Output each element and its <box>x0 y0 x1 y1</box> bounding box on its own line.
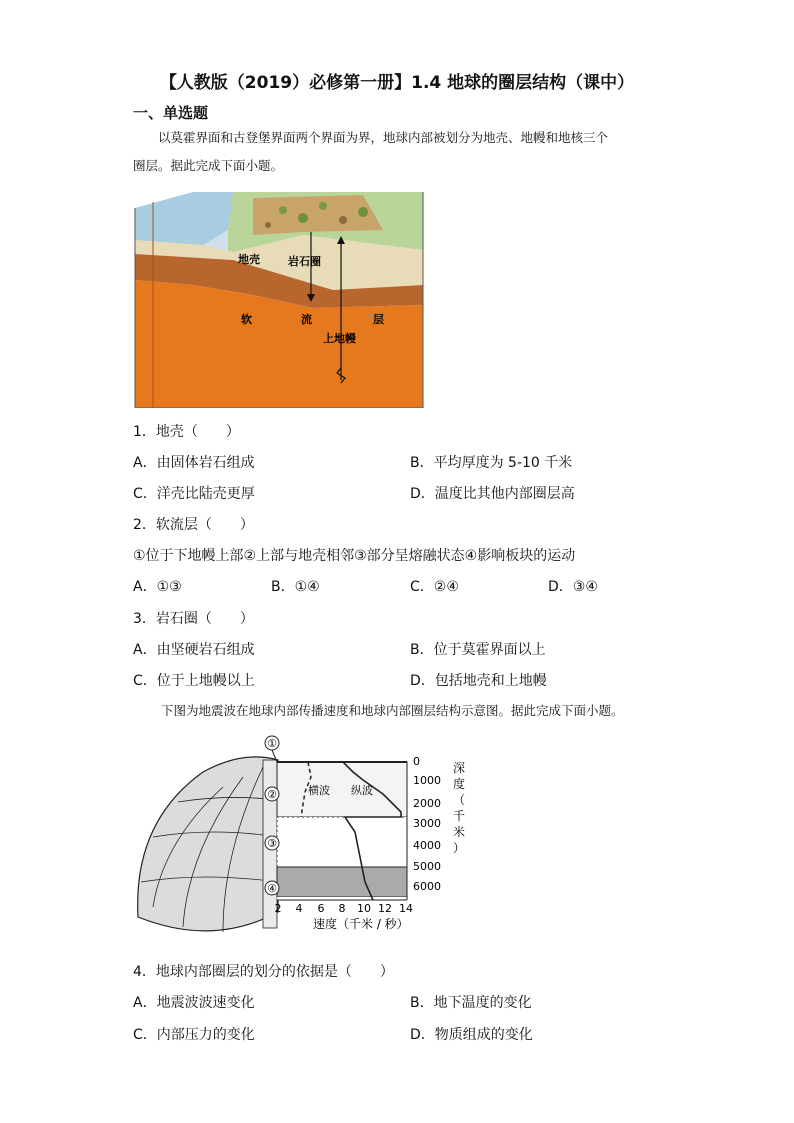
depth-label-char: ） <box>453 841 466 855</box>
q2-option-d[interactable]: D．③④ <box>548 579 598 595</box>
marker-1: ① <box>267 737 277 750</box>
s-wave-label: 横波 <box>308 784 330 797</box>
depth-label-char: 米 <box>453 825 466 839</box>
asthenosphere-char-2: 流 <box>301 313 312 326</box>
depth-tick: 0 <box>413 755 420 768</box>
q3-option-b[interactable]: B．位于莫霍界面以上 <box>410 642 546 658</box>
depth-label-char: 深 <box>453 761 466 775</box>
q4-option-b[interactable]: B．地下温度的变化 <box>410 995 532 1011</box>
asthenosphere-char-1: 软 <box>241 313 252 326</box>
depth-tick: 2000 <box>413 797 441 810</box>
lithosphere-label: 岩石圈 <box>288 255 321 268</box>
depth-tick: 5000 <box>413 860 441 873</box>
depth-label-char: 度 <box>453 777 466 791</box>
section-heading: 一、单选题 <box>133 104 209 122</box>
asthenosphere-char-3: 层 <box>373 313 384 326</box>
q1-option-c[interactable]: C．洋壳比陆壳更厚 <box>133 486 255 502</box>
intro-2: 下图为地震波在地球内部传播速度和地球内部圈层结构示意图。据此完成下面小题。 <box>161 703 624 718</box>
marker-2: ② <box>267 788 277 801</box>
question-3: 3．岩石圈（ ） <box>133 611 254 627</box>
q4-option-a[interactable]: A．地震波波速变化 <box>133 995 255 1011</box>
lithosphere-diagram <box>133 190 425 408</box>
depth-tick: 3000 <box>413 817 441 830</box>
upper-mantle-label: 上地幔 <box>323 332 356 345</box>
q2-option-a[interactable]: A．①③ <box>133 579 182 595</box>
q1-option-a[interactable]: A．由固体岩石组成 <box>133 455 255 471</box>
speed-tick: 10 <box>357 902 371 915</box>
speed-axis-label: 速度（千米 / 秒） <box>313 917 409 931</box>
q2-option-c[interactable]: C．②④ <box>410 579 459 595</box>
speed-tick: 4 <box>295 902 303 915</box>
q4-option-d[interactable]: D．物质组成的变化 <box>410 1027 533 1043</box>
speed-tick: 12 <box>378 902 392 915</box>
speed-tick: 2 <box>274 902 282 915</box>
q2-option-b[interactable]: B．①④ <box>271 579 320 595</box>
speed-tick: 14 <box>399 902 413 915</box>
q3-option-d[interactable]: D．包括地壳和上地幔 <box>410 673 547 689</box>
page-title: 【人教版（2019）必修第一册】1.4 地球的圈层结构（课中） <box>159 73 635 93</box>
q4-option-c[interactable]: C．内部压力的变化 <box>133 1027 255 1043</box>
depth-tick: 6000 <box>413 880 441 893</box>
q1-option-b[interactable]: B．平均厚度为 5-10 千米 <box>410 455 573 471</box>
speed-tick: 8 <box>338 902 346 915</box>
crust-label: 地壳 <box>238 253 260 266</box>
q1-option-d[interactable]: D．温度比其他内部圈层高 <box>410 486 575 502</box>
depth-tick: 4000 <box>413 839 441 852</box>
depth-label-char: （ <box>453 793 466 807</box>
question-4: 4．地球内部圈层的划分的依据是（ ） <box>133 964 394 980</box>
marker-4: ④ <box>267 882 277 895</box>
depth-tick: 1000 <box>413 774 441 787</box>
q3-option-c[interactable]: C．位于上地幔以上 <box>133 673 255 689</box>
seismic-wave-diagram <box>133 732 473 944</box>
question-2: 2．软流层（ ） <box>133 517 254 533</box>
intro-line-1: 以莫霍界面和古登堡界面两个界面为界，地球内部被划分为地壳、地幔和地核三个 <box>158 130 609 145</box>
intro-line-2: 圈层。据此完成下面小题。 <box>133 158 284 173</box>
marker-3: ③ <box>267 837 277 850</box>
p-wave-label: 纵波 <box>351 784 373 797</box>
question-1: 1．地壳（ ） <box>133 424 240 440</box>
speed-tick: 6 <box>317 902 325 915</box>
q3-option-a[interactable]: A．由坚硬岩石组成 <box>133 642 255 658</box>
q2-statements: ①位于下地幔上部②上部与地壳相邻③部分呈熔融状态④影响板块的运动 <box>133 548 576 564</box>
depth-label-char: 千 <box>453 809 466 823</box>
